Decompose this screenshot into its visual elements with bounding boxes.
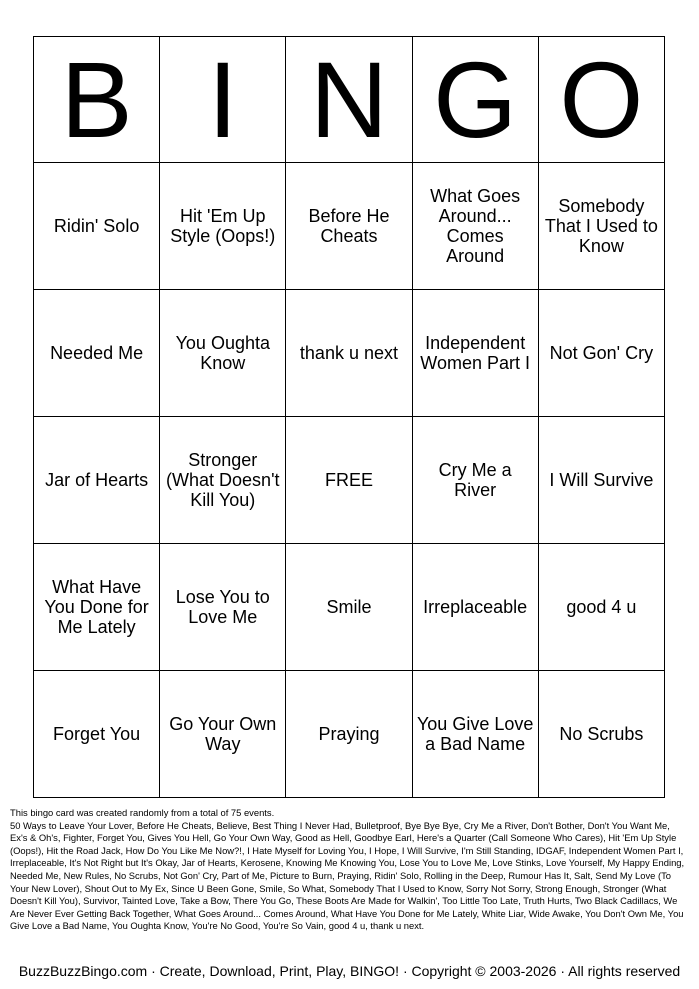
- copyright-line: BuzzBuzzBingo.com · Create, Download, Print, Play, BINGO! · Copyright © 2003-2026 · All rights reserved: [18, 963, 681, 979]
- bingo-card: [33, 36, 665, 796]
- bingo-grid: [33, 36, 665, 798]
- bingo-cell[interactable]: Forget You: [34, 671, 160, 798]
- header-letter-o: O: [538, 37, 664, 163]
- header-letter-g: G: [412, 37, 538, 163]
- bingo-cell[interactable]: Needed Me: [34, 290, 160, 417]
- bingo-cell[interactable]: Jar of Hearts: [34, 417, 160, 544]
- grid-row: [34, 544, 665, 671]
- bingo-cell[interactable]: You Give Love a Bad Name: [412, 671, 538, 798]
- event-list-note: [10, 807, 689, 933]
- bingo-cell[interactable]: Smile: [286, 544, 412, 671]
- bingo-cell[interactable]: What Have You Done for Me Lately: [34, 544, 160, 671]
- bingo-cell[interactable]: good 4 u: [538, 544, 664, 671]
- bingo-cell[interactable]: What Goes Around... Comes Around: [412, 163, 538, 290]
- bingo-cell[interactable]: You Oughta Know: [160, 290, 286, 417]
- bingo-cell[interactable]: thank u next: [286, 290, 412, 417]
- free-space-cell[interactable]: FREE: [286, 417, 412, 544]
- bingo-cell[interactable]: Before He Cheats: [286, 163, 412, 290]
- header-row: [34, 37, 665, 163]
- bingo-cell[interactable]: Hit 'Em Up Style (Oops!): [160, 163, 286, 290]
- header-letter-n: N: [286, 37, 412, 163]
- grid-row: [34, 163, 665, 290]
- bingo-cell[interactable]: Lose You to Love Me: [160, 544, 286, 671]
- bingo-cell[interactable]: Independent Women Part I: [412, 290, 538, 417]
- header-letter-b: B: [34, 37, 160, 163]
- bingo-cell[interactable]: Ridin' Solo: [34, 163, 160, 290]
- bingo-cell[interactable]: I Will Survive: [538, 417, 664, 544]
- grid-row: [34, 671, 665, 798]
- bingo-cell[interactable]: Somebody That I Used to Know: [538, 163, 664, 290]
- bingo-cell[interactable]: Irreplaceable: [412, 544, 538, 671]
- event-list-text: 50 Ways to Leave Your Lover, Before He Cheats, Believe, Best Thing I Never Had, Bulletproof, Bye Bye Bye, Cry Me a River, Don't Bother, Don't You Want Me, Ex's & Oh's, Fighter, Forget You, Gives You Hell, Go Your Own Way, Good as Hell, Goodbye Earl, Here's a Quarter (Call Someone Who Cares), Hit 'Em Up Style (Oops!), Hit the Road Jack, How Do You Like Me Now?!, I Hate Myself for Loving You, I Hope, I Will Survive, I'm Still Standing, IDGAF, Independent Women Part I, Irreplaceable, It's Not Right but It's Okay, Jar of Hearts, Kerosene, Knowing Me Knowing You, Lose You to Love Me, Love Stinks, Love Yourself, My Happy Ending, Needed Me, New Rules, No Scrubs, Not Gon' Cry, Part of Me, Picture to Burn, Praying, Ridin' Solo, Rolling in the Deep, Rumour Has It, Salt, Send My Love (To Your New Lover), Shout Out to My Ex, Since U Been Gone, Smile, So What, Somebody That I Used to Know, Sorry Not Sorry, Strong Enough, Stronger (What Doesn't Kill You), Survivor, Tainted Love, Take a Bow, There You Go, These Boots Are Made for Walkin', Too Little Too Late, Truth Hurts, Two Black Cadillacs, We Are Never Ever Getting Back Together, What Goes Around... Comes Around, What Have You Done for Me Lately, White Liar, Wide Awake, You Don't Own Me, You Give Love a Bad Name, You Oughta Know, You're No Good, You're So Vain, good 4 u, thank u next.: [10, 819, 685, 932]
- bingo-cell[interactable]: Cry Me a River: [412, 417, 538, 544]
- grid-row: [34, 417, 665, 544]
- header-letter-i: I: [160, 37, 286, 163]
- card-intro-text: This bingo card was created randomly from a total of 75 events.: [10, 807, 275, 818]
- bingo-cell[interactable]: No Scrubs: [538, 671, 664, 798]
- bingo-cell[interactable]: Go Your Own Way: [160, 671, 286, 798]
- bingo-cell[interactable]: Not Gon' Cry: [538, 290, 664, 417]
- bingo-cell[interactable]: Stronger (What Doesn't Kill You): [160, 417, 286, 544]
- grid-row: [34, 290, 665, 417]
- bingo-cell[interactable]: Praying: [286, 671, 412, 798]
